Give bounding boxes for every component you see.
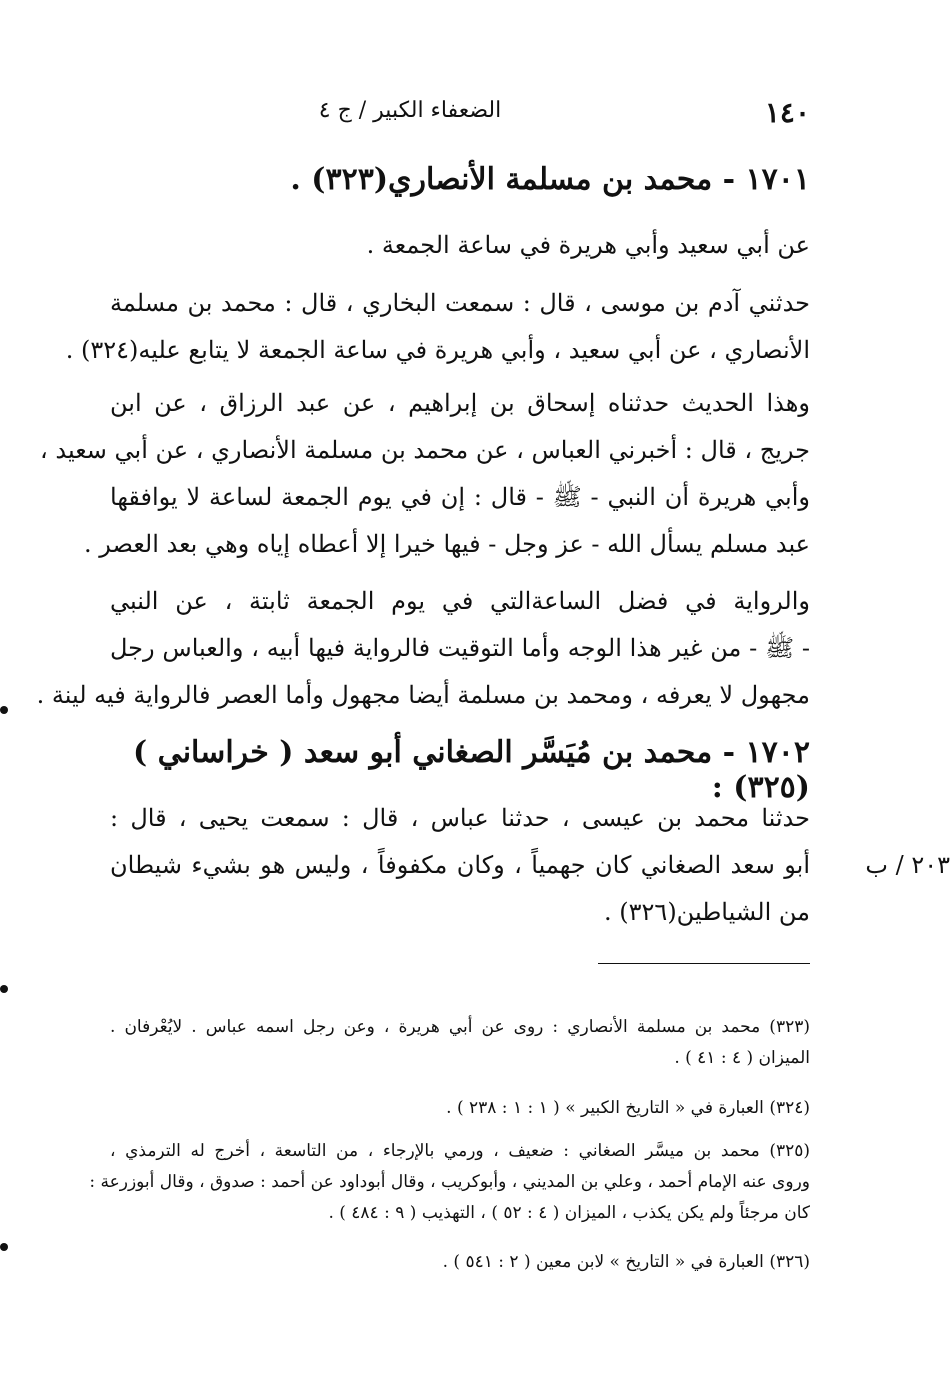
footnote-323 bbox=[110, 1012, 810, 1074]
scan-speck bbox=[0, 706, 8, 714]
running-title: الضعفاء الكبير / ج ٤ bbox=[318, 98, 502, 123]
footnote-325 bbox=[89, 1136, 810, 1229]
footnote-324 bbox=[110, 1093, 810, 1124]
paragraph-2 bbox=[65, 280, 810, 374]
footnote-line: كان مرجئاً ولم يكن يكذب ، الميزان ( ٤ : ٥٢ ) ، التهذيب ( ٩ : ٤٨٤ ) . bbox=[328, 1203, 810, 1223]
text-line: أبو سعد الصغاني كان جهمياً ، وكان مكفوفاً ، وليس هو بشيء شيطان bbox=[110, 851, 810, 879]
text-line: حدثنا محمد بن عيسى ، حدثنا عباس ، قال : سمعت يحيى ، قال : bbox=[110, 804, 810, 832]
text-line: والرواية في فضل الساعةالتي في يوم الجمعة ثابتة ، عن النبي bbox=[110, 587, 810, 615]
text-line: عن أبي سعيد وأبي هريرة في ساعة الجمعة . bbox=[366, 231, 810, 259]
text-line: وهذا الحديث حدثناه إسحاق بن إبراهيم ، عن عبد الرزاق ، عن ابن bbox=[110, 389, 810, 417]
footnote-line: (٣٢٣) محمد بن مسلمة الأنصاري : روى عن أبي هريرة ، وعن رجل اسمه عباس . لايُعْرفان . bbox=[110, 1017, 810, 1037]
footnote-line: (٣٢٤) العبارة في « التاريخ الكبير » ( ١ : ١ : ٢٣٨ ) . bbox=[446, 1098, 810, 1118]
paragraph-5 bbox=[110, 795, 810, 936]
manuscript-folio-note: ٢٠٣ / ب bbox=[865, 851, 950, 879]
footnote-line: الميزان ( ٤ : ٤١ ) . bbox=[674, 1048, 810, 1068]
footnote-326 bbox=[110, 1247, 810, 1278]
page-header bbox=[110, 96, 810, 136]
footnote-line: (٣٢٦) العبارة في « التاريخ » لابن معين ( ٢ : ٥٤١ ) . bbox=[442, 1252, 810, 1272]
page-number: ١٤٠ bbox=[764, 96, 810, 129]
paragraph-4 bbox=[36, 578, 811, 719]
entry-title-1702: ١٧٠٢ - محمد بن مُيَسَّر الصغاني أبو سعد ( خراساني )(٣٢٥) : bbox=[133, 735, 810, 805]
text-line: حدثني آدم بن موسى ، قال : سمعت البخاري ، قال : محمد بن مسلمة bbox=[110, 289, 810, 317]
paragraph-3 bbox=[39, 380, 810, 568]
scan-speck bbox=[0, 1243, 8, 1251]
text-line: جريج ، قال : أخبرني العباس ، عن محمد بن مسلمة الأنصاري ، عن أبي سعيد ، bbox=[39, 436, 810, 464]
text-line: من الشياطين(٣٢٦) . bbox=[604, 898, 810, 926]
paragraph-1 bbox=[110, 222, 810, 269]
text-line: وأبي هريرة أن النبي - ﷺ - قال : إن في يوم الجمعة لساعة لا يوافقها bbox=[110, 483, 810, 511]
entry-title-1701: ١٧٠١ - محمد بن مسلمة الأنصاري(٣٢٣) . bbox=[290, 162, 810, 197]
text-line: الأنصاري ، عن أبي سعيد ، وأبي هريرة في ساعة الجمعة لا يتابع عليه(٣٢٤) . bbox=[65, 336, 810, 364]
text-line: مجهول لا يعرفه ، ومحمد بن مسلمة أيضا مجهول وأما العصر فالرواية فيه لينة . bbox=[36, 681, 810, 709]
scan-speck bbox=[0, 985, 8, 993]
footnote-line: (٣٢٥) محمد بن ميسَّر الصغاني : ضعيف ، ورمي بالإرجاء ، من التاسعة ، أخرج له الترمذي ، bbox=[110, 1141, 810, 1161]
footnote-line: وروى عنه الإمام أحمد ، وعلي بن المديني ، وأبوكريب ، وقال أبوداود عن أحمد : صدوق ، وقال أبوزرعة : bbox=[89, 1172, 810, 1192]
text-line: عبد مسلم يسأل الله - عز وجل - فيها خيرا إلا أعطاه إياه وهي بعد العصر . bbox=[84, 530, 810, 558]
text-line: - ﷺ - من غير هذا الوجه وأما التوقيت فالرواية فيها أبيه ، والعباس رجل bbox=[110, 634, 811, 662]
footnote-separator bbox=[598, 963, 810, 964]
